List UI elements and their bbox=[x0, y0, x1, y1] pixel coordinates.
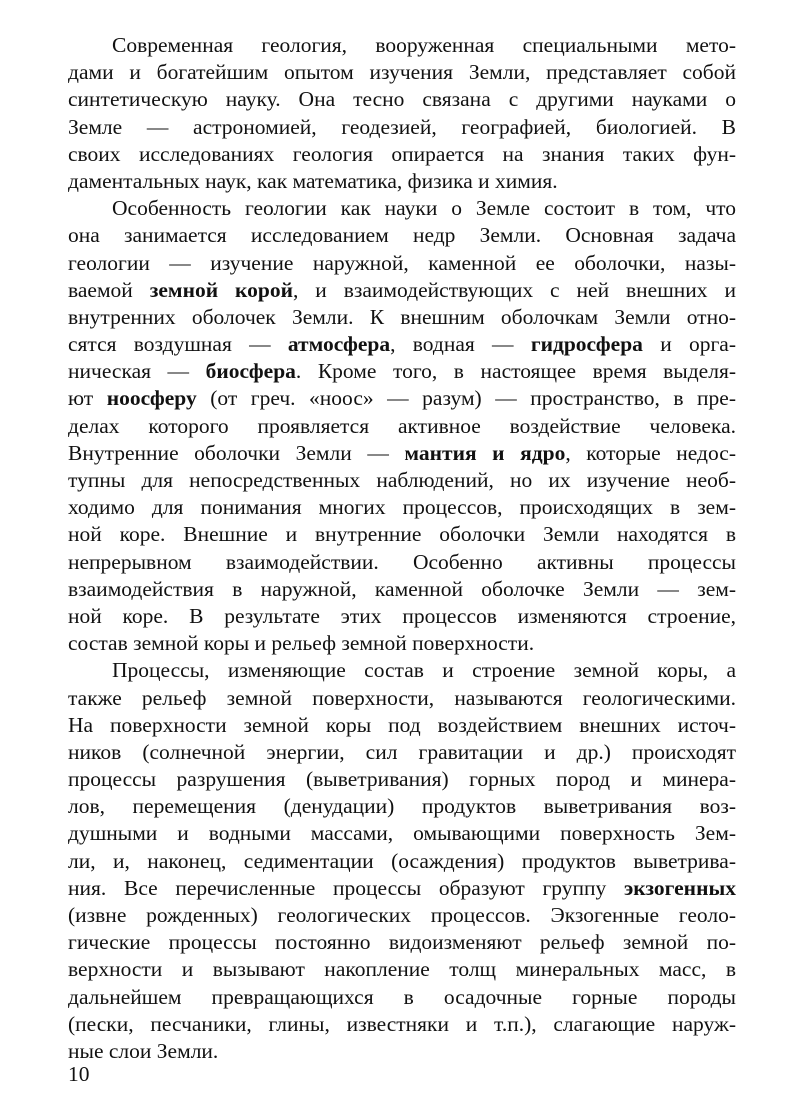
text-line: также рельеф земной поверхности, называются геологическими. bbox=[68, 685, 736, 710]
plain-text: и орга- bbox=[642, 332, 736, 357]
text-line bbox=[68, 331, 736, 358]
plain-text: ническая — bbox=[68, 359, 206, 384]
bold-term: мантия и ядро bbox=[404, 440, 566, 465]
text-line: состав земной коры и рельеф земной поверхности. bbox=[68, 631, 535, 656]
plain-text: , и взаимодействующих с ней внешних и bbox=[292, 277, 736, 302]
plain-text: ют bbox=[68, 386, 107, 411]
text-line: На поверхности земной коры под воздействием внешних источ- bbox=[68, 712, 736, 737]
text-line: синтетическую науку. Она тесно связана с другими науками о bbox=[68, 87, 736, 112]
text-line: ников (солнечной энергии, сил гравитации и др.) происходят bbox=[68, 739, 736, 764]
text-line bbox=[68, 385, 736, 412]
bold-term: экзогенных bbox=[624, 875, 736, 900]
text-line: дами и богатейшим опытом изучения Земли, представляет собой bbox=[68, 60, 736, 85]
text-line bbox=[68, 277, 736, 304]
text-line: даментальных наук, как математика, физика и химия. bbox=[68, 168, 558, 193]
text-line: (извне рожденных) геологических процессов. Экзогенные геоло- bbox=[68, 903, 736, 927]
text-line: ли, и, наконец, седиментации (осаждения) продуктов выветрива- bbox=[68, 848, 736, 873]
text-line: лов, перемещения (денудации) продуктов выветривания воз- bbox=[68, 794, 736, 819]
bold-term: ноосферу bbox=[106, 386, 197, 411]
paragraph-3 bbox=[68, 657, 736, 1065]
bold-term: атмосфера bbox=[287, 332, 391, 357]
text-line: геологии — изучение наружной, каменной ее оболочки, назы- bbox=[68, 250, 736, 275]
text-line: непрерывном взаимодействии. Особенно активны процессы bbox=[68, 549, 736, 574]
text-line: (пески, песчаники, глины, известняки и т.п.), слагающие наруж- bbox=[68, 1011, 736, 1036]
plain-text: ваемой bbox=[68, 277, 150, 302]
text-line: Процессы, изменяющие состав и строение земной коры, а bbox=[112, 658, 736, 683]
text-line: процессы разрушения (выветривания) горных пород и минера- bbox=[68, 767, 736, 792]
plain-text: , водная — bbox=[390, 332, 531, 357]
plain-text: ния. Все перечисленные процессы образуют группу bbox=[68, 875, 624, 900]
text-line: делах которого проявляется активное воздействие человека. bbox=[68, 413, 736, 438]
text-line bbox=[68, 875, 736, 902]
text-line: ходимо для понимания многих процессов, происходящих в зем- bbox=[68, 495, 736, 520]
text-line: внутренних оболочек Земли. К внешним оболочкам Земли отно- bbox=[68, 304, 736, 329]
text-line: Земле — астрономией, геодезией, географией, биологией. В bbox=[68, 114, 736, 139]
plain-text: , которые недос- bbox=[565, 440, 736, 465]
bold-term: земной корой bbox=[149, 277, 293, 302]
text-line: Особенность геологии как науки о Земле состоит в том, что bbox=[112, 196, 736, 221]
page-number: 10 bbox=[68, 1062, 90, 1086]
text-line: ной коре. В результате этих процессов изменяются строение, bbox=[68, 603, 736, 628]
text-line bbox=[68, 358, 736, 385]
bold-term: гидросфера bbox=[530, 332, 643, 357]
text-line: верхности и вызывают накопление толщ минеральных масс, в bbox=[68, 957, 736, 982]
text-line: душными и водными массами, омывающими поверхность Зем- bbox=[68, 821, 736, 846]
paragraph-2 bbox=[68, 195, 736, 657]
bold-term: биосфера bbox=[205, 359, 296, 384]
text-line: тупны для непосредственных наблюдений, но их изучение необ- bbox=[68, 468, 736, 492]
text-line: ные слои Земли. bbox=[68, 1038, 219, 1063]
plain-text: сятся воздушная — bbox=[68, 332, 288, 357]
text-line: Современная геология, вооруженная специальными мето- bbox=[112, 33, 736, 57]
paragraph-1 bbox=[68, 32, 736, 195]
text-line: своих исследованиях геология опирается на знания таких фун- bbox=[68, 141, 736, 166]
text-line: она занимается исследованием недр Земли. Основная задача bbox=[68, 223, 736, 248]
text-line: гические процессы постоянно видоизменяют рельеф земной по- bbox=[68, 930, 736, 955]
text-line bbox=[68, 440, 736, 467]
plain-text: Внутренние оболочки Земли — bbox=[68, 440, 405, 465]
plain-text: (от греч. «ноос» — разум) — пространство, в пре- bbox=[196, 386, 736, 411]
page-body bbox=[68, 32, 736, 1065]
text-line: ной коре. Внешние и внутренние оболочки Земли находятся в bbox=[68, 522, 736, 547]
text-line: взаимодействия в наружной, каменной оболочке Земли — зем- bbox=[68, 576, 736, 601]
text-line: дальнейшем превращающихся в осадочные горные породы bbox=[68, 984, 736, 1009]
plain-text: . Кроме того, в настоящее время выделя- bbox=[295, 359, 737, 384]
